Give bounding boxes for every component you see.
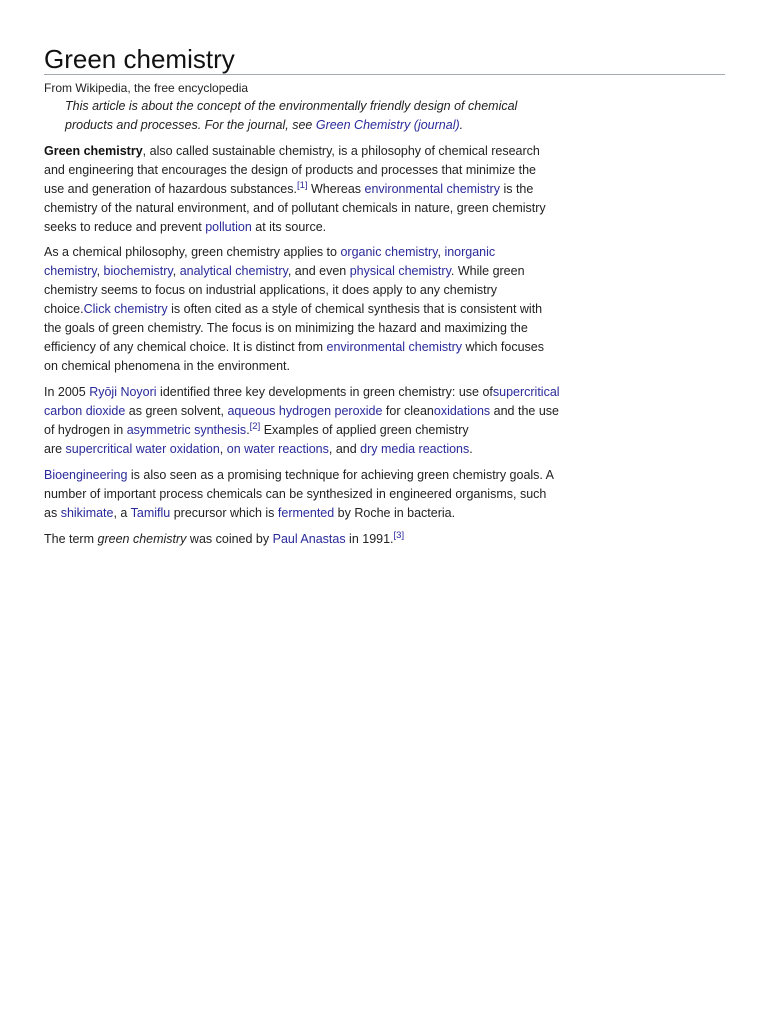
link-asymmetric-synthesis[interactable]: asymmetric synthesis [126, 423, 247, 437]
link-organic-chemistry[interactable]: organic chemistry [340, 245, 438, 259]
paragraph-coined: The term green chemistry was coined by Paul Anastas in 1991.[3] [44, 529, 405, 546]
italic-term: green chemistry [97, 532, 187, 546]
hatnote: This article is about the concept of the environmentally friendly design of chemical products and processes. For the journal, see Green Chemistry (journal). [65, 99, 518, 132]
link-fermented[interactable]: fermented [277, 506, 335, 520]
link-inorganic-chemistry[interactable]: inorganic [444, 245, 496, 259]
link-environmental-chemistry-2[interactable]: environmental chemistry [326, 340, 462, 354]
link-analytical-chemistry[interactable]: analytical chemistry [179, 264, 288, 278]
citation-3[interactable]: [3] [393, 529, 405, 541]
link-tamiflu[interactable]: Tamiflu [130, 506, 171, 520]
link-dry-media-reactions[interactable]: dry media reactions [360, 442, 470, 456]
site-tagline: From Wikipedia, the free encyclopedia [44, 81, 249, 95]
citation-1[interactable]: [1] [296, 179, 308, 191]
link-ryoji-noyori[interactable]: Ryōji Noyori [89, 385, 157, 399]
paragraph-intro: Green chemistry, also called sustainable chemistry, is a philosophy of chemical research and engineering that encourages the design of products and processes that minimize the use and generation of hazardous substances.[1] Whereas environmental chemistry is the chemistry of the natural environment, and of pollutant chemicals in nature, green chemistry seeks to reduce and prevent pollution at its source. [44, 144, 546, 234]
link-inorganic-chemistry[interactable]: chemistry [44, 264, 97, 278]
bold-term: Green chemistry [44, 144, 143, 158]
link-pollution[interactable]: pollution [205, 220, 252, 234]
link-biochemistry[interactable]: biochemistry [103, 264, 173, 278]
hatnote-text: products and processes. For the journal, see [65, 118, 316, 132]
link-paul-anastas[interactable]: Paul Anastas [272, 532, 346, 546]
link-oxidations[interactable]: oxidations [433, 404, 491, 418]
link-click-chemistry[interactable]: Click chemistry [83, 302, 168, 316]
link-physical-chemistry[interactable]: physical chemistry [349, 264, 451, 278]
citation-2[interactable]: [2] [249, 420, 261, 432]
paragraph-noyori: In 2005 Ryōji Noyori identified three key developments in green chemistry: use ofsupercritical carbon dioxide as green solvent, aqueous hydrogen peroxide for cleanoxidations and the use of hydrogen in asymmetric synthesis.[2] Examples of applied green chemistry are supercritical water oxidation, on water reactions, and dry media reactions. [44, 385, 560, 456]
link-aqueous-hydrogen-peroxide[interactable]: aqueous hydrogen peroxide [227, 404, 383, 418]
link-supercritical-carbon-dioxide[interactable]: supercritical [492, 385, 560, 399]
link-supercritical-carbon-dioxide[interactable]: carbon dioxide [44, 404, 126, 418]
link-shikimate[interactable]: shikimate [60, 506, 114, 520]
link-on-water-reactions[interactable]: on water reactions [226, 442, 329, 456]
page-title: Green chemistry [44, 44, 235, 74]
paragraph-bioengineering: Bioengineering is also seen as a promising technique for achieving green chemistry goals. A number of important process chemicals can be synthesized in engineered organisms, such as shikimate, a Tamiflu precursor which is fermented by Roche in bacteria. [44, 468, 555, 520]
title-divider [44, 74, 725, 75]
paragraph-philosophy: As a chemical philosophy, green chemistry applies to organic chemistry, inorganic chemistry, biochemistry, analytical chemistry, and even physical chemistry. While green chemistry seems to focus on industrial applications, it does apply to any chemistry choice.Click chemistry is often cited as a style of chemical synthesis that is consistent with the goals of green chemistry. The focus is on minimizing the hazard and maximizing the efficiency of any chemical choice. It is distinct from environmental chemistry which focuses on chemical phenomena in the environment. [44, 245, 544, 373]
link-supercritical-water-oxidation[interactable]: supercritical water oxidation [65, 442, 220, 456]
link-green-chemistry-journal[interactable]: Green Chemistry (journal) [315, 118, 460, 132]
link-bioengineering[interactable]: Bioengineering [44, 468, 128, 482]
link-environmental-chemistry[interactable]: environmental chemistry [364, 182, 500, 196]
hatnote-text: This article is about the concept of the environmentally friendly design of chemical [65, 99, 518, 113]
